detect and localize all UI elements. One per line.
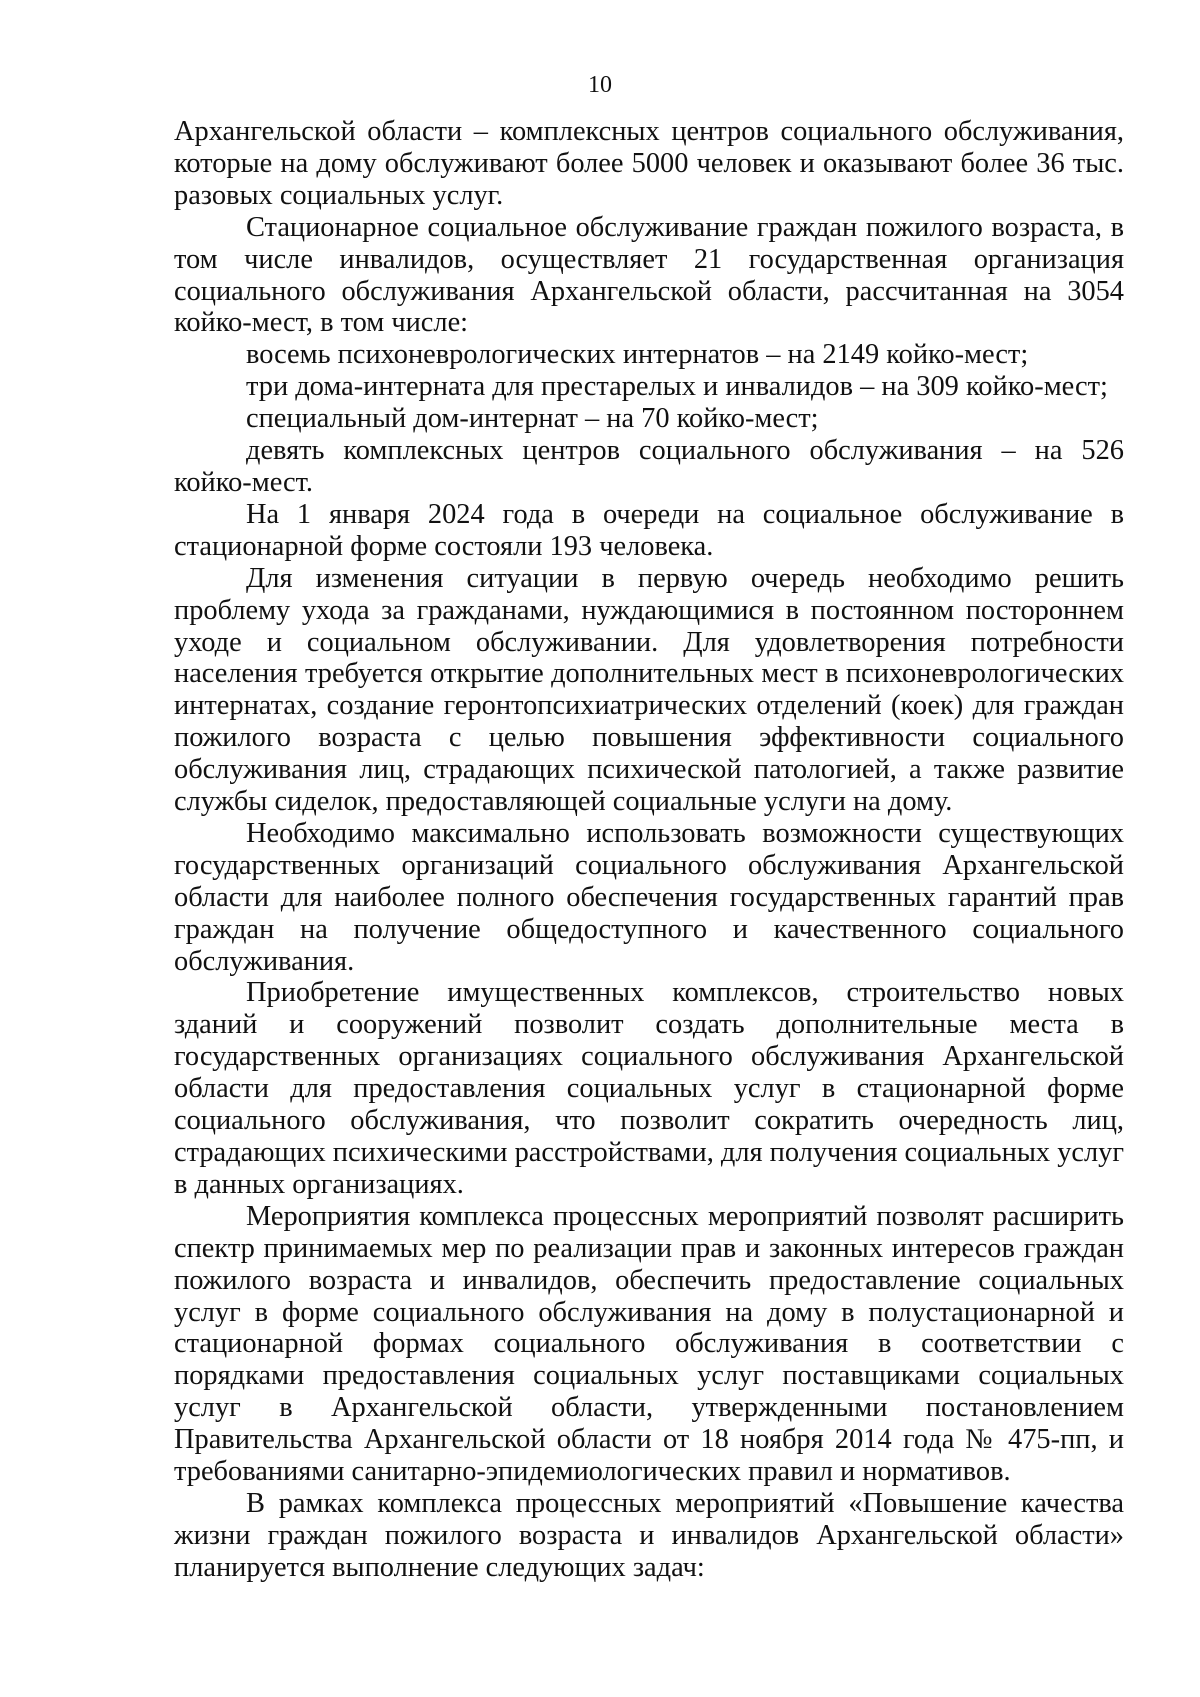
paragraph: В рамках комплекса процессных мероприятий «Повышение качества жизни граждан пожилого возраста и инвалидов Архангельской области» планируется выполнение следующих задач: xyxy=(174,1487,1124,1583)
document-body xyxy=(174,116,1124,1584)
list-item: три дома-интерната для престарелых и инвалидов – на 309 койко-мест; xyxy=(246,371,1108,403)
list-item: девять комплексных центров социального обслуживания – на 526 койко-мест. xyxy=(174,435,1124,498)
paragraph: На 1 января 2024 года в очереди на социальное обслуживание в стационарной форме состояли 193 человека. xyxy=(174,498,1124,562)
list-item: специальный дом-интернат – на 70 койко-мест; xyxy=(246,403,819,435)
paragraph: Архангельской области – комплексных центров социального обслуживания, которые на дому обслуживают более 5000 человек и оказывают более 36 тыс. разовых социальных услуг. xyxy=(174,116,1124,211)
paragraph: Стационарное социальное обслуживание граждан пожилого возраста, в том числе инвалидов, осуществляет 21 государственная организация социального обслуживания Архангельской области, рассчитанная на 3054 койко-мест, в том числе: xyxy=(174,211,1124,339)
list-item: восемь психоневрологических интернатов – на 2149 койко-мест; xyxy=(246,339,1029,371)
paragraph: Мероприятия комплекса процессных мероприятий позволят расширить спектр принимаемых мер по реализации прав и законных интересов граждан пожилого возраста и инвалидов, обеспечить предоставление социальных услуг в форме социального обслуживания на дому в полустационарной и стационарной формах социального обслуживания в соответствии с порядками предоставления социальных услуг поставщиками социальных услуг в Архангельской области, утвержденными постановлением Правительства Архангельской области от 18 ноября 2014 года № 475-пп, и требованиями санитарно-эпидемиологических правил и нормативов. xyxy=(174,1200,1124,1488)
paragraph: Для изменения ситуации в первую очередь необходимо решить проблему ухода за гражданами, нуждающимися в постоянном постороннем уходе и социальном обслуживании. Для удовлетворения потребности населения требуется открытие дополнительных мест в психоневрологических интернатах, создание геронтопсихиатрических отделений (коек) для граждан пожилого возраста с целью повышения эффективности социального обслуживания лиц, страдающих психической патологией, а также развитие службы сиделок, предоставляющей социальные услуги на дому. xyxy=(174,562,1124,818)
paragraph: Приобретение имущественных комплексов, строительство новых зданий и сооружений позволит создать дополнительные места в государственных организациях социального обслуживания Архангельской области для предоставления социальных услуг в стационарной форме социального обслуживания, что позволит сократить очередность лиц, страдающих психическими расстройствами, для получения социальных услуг в данных организациях. xyxy=(174,977,1124,1200)
paragraph: Необходимо максимально использовать возможности существующих государственных организаций социального обслуживания Архангельской области для наиболее полного обеспечения государственных гарантий прав граждан на получение общедоступного и качественного социального обслуживания. xyxy=(174,817,1124,977)
page-number: 10 xyxy=(588,72,612,98)
